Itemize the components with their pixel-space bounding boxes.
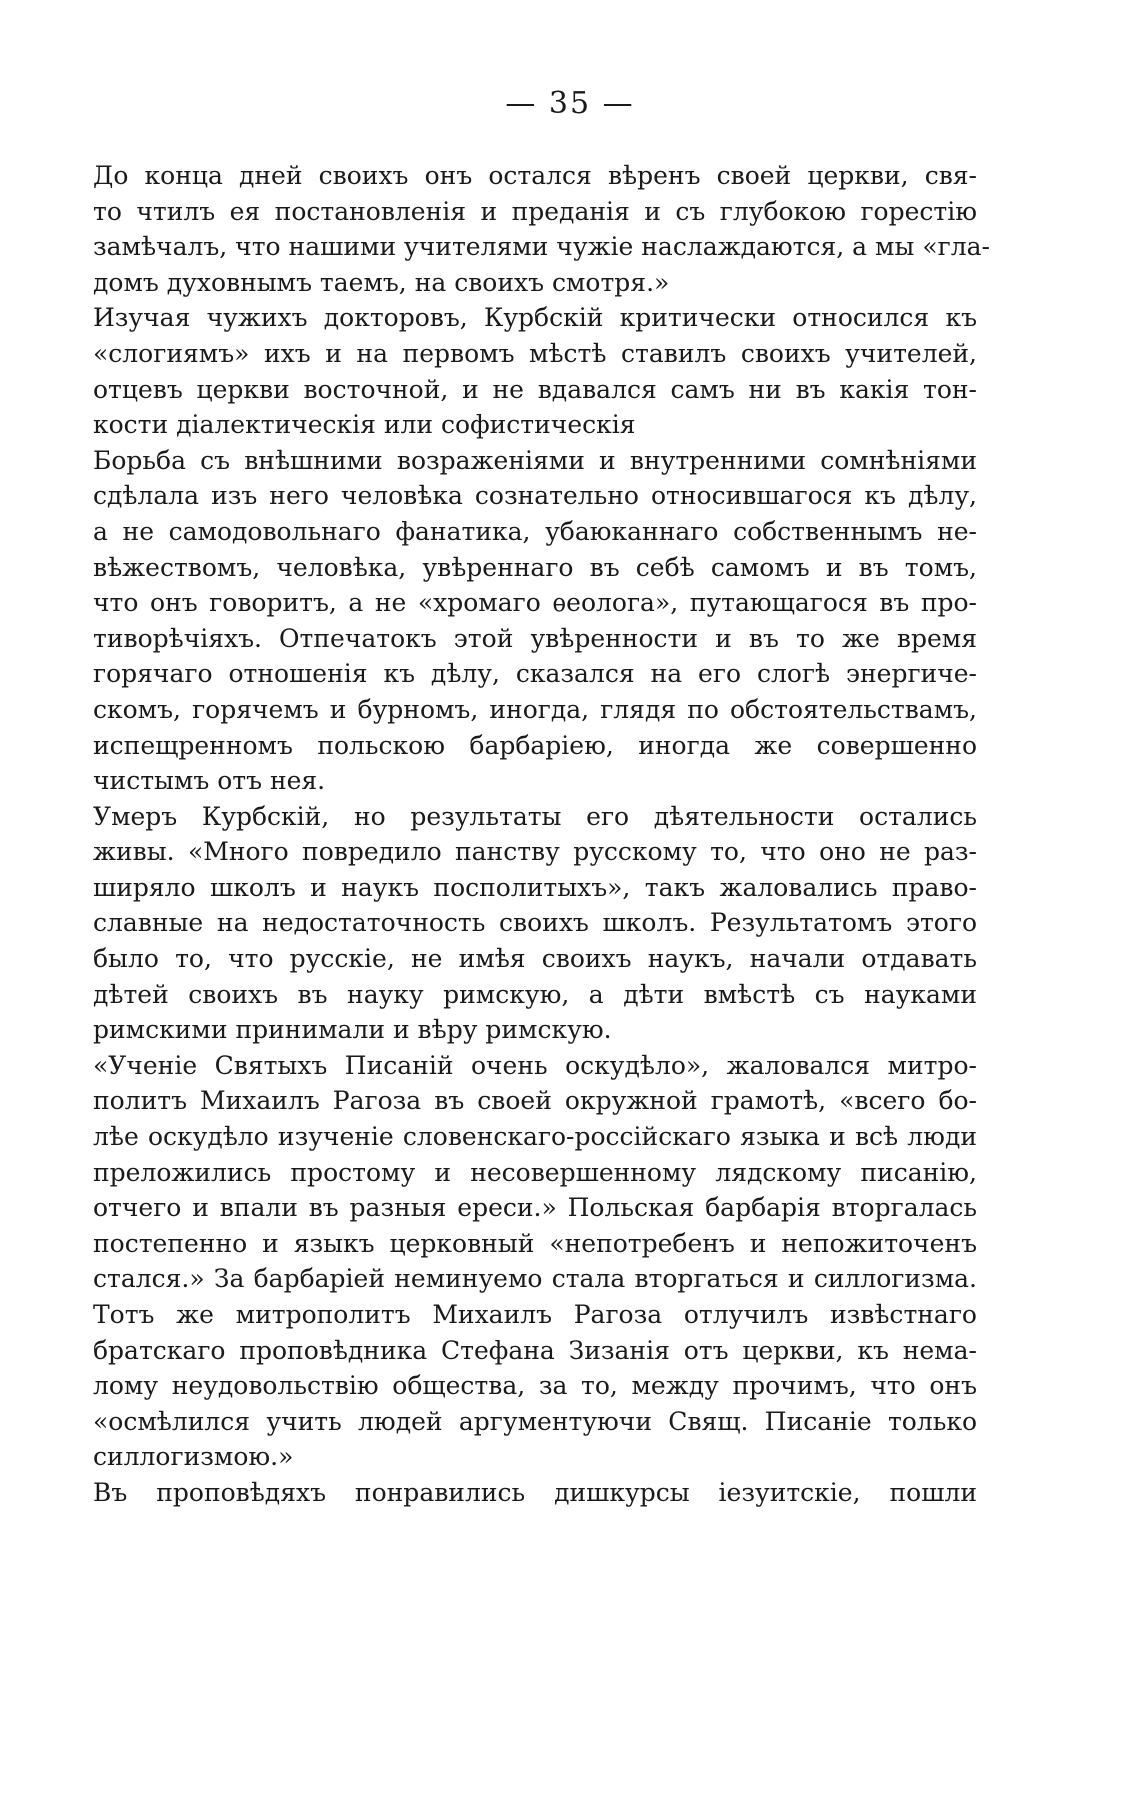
text-line: постепенно и языкъ церковный «непотребенъ и непожиточенъ	[93, 1228, 977, 1258]
text-line: скомъ, горячемъ и бурномъ, иногда, глядя по обстоятельствамъ,	[93, 694, 977, 724]
text-line: Изучая чужихъ докторовъ, Курбскій критически относился къ	[93, 303, 977, 333]
text-line: отчего и впали въ разныя ереси.» Польская барбарія вторгалась	[93, 1193, 977, 1223]
text-line: живы. «Много повредило панству русскому то, что оно не раз-	[93, 837, 977, 867]
text-line: «осмѣлился учить людей аргументуючи Свящ. Писаніе только	[93, 1406, 977, 1436]
text-line: Въ проповѣдяхъ понравились дишкурсы іезуитскіе, пошли	[93, 1477, 977, 1507]
text-line: лому неудовольствію общества, за то, между прочимъ, что онъ	[93, 1371, 977, 1401]
text-line: замѣчалъ, что нашими учителями чужіе наслаждаются, а мы «гла-	[93, 232, 990, 262]
text-line: испещренномъ польскою барбаріею, иногда же совершенно	[93, 730, 977, 760]
text-line: было то, что русскіе, не имѣя своихъ наукъ, начали отдавать	[93, 944, 977, 974]
text-line: лѣе оскудѣло изученіе словенскаго-россійскаго языка и всѣ люди	[93, 1122, 977, 1152]
text-line: славные на недостаточность своихъ школъ. Результатомъ этого	[93, 908, 977, 938]
text-line: домъ духовнымъ таемъ, на своихъ смотря.»	[93, 267, 670, 297]
body-text	[93, 158, 990, 1511]
text-line: Борьба съ внѣшними возраженіями и внутренними сомнѣніями	[93, 445, 977, 475]
text-line: Тотъ же митрополитъ Михаилъ Рагоза отлучилъ извѣстнаго	[93, 1300, 977, 1329]
page-number: — 35 —	[505, 86, 635, 121]
text-line: политъ Михаилъ Рагоза въ своей окружной грамотѣ, «всего бо-	[93, 1086, 977, 1116]
text-line: дѣтей своихъ въ науку римскую, а дѣти вмѣстѣ съ науками	[93, 979, 977, 1009]
text-line: «слогиямъ» ихъ и на первомъ мѣстѣ ставилъ своихъ учителей,	[93, 338, 977, 368]
text-line: сдѣлала изъ него человѣка сознательно относившагося къ дѣлу,	[93, 481, 977, 511]
text-line: До конца дней своихъ онъ остался вѣренъ своей церкви, свя-	[93, 161, 977, 190]
text-line: «Ученіе Святыхъ Писаній очень оскудѣло», жаловался митро-	[93, 1050, 977, 1080]
text-line: Умеръ Курбскій, но результаты его дѣятельности остались	[93, 801, 977, 831]
text-line: римскими принимали и вѣру римскую.	[93, 1015, 612, 1045]
text-line: стался.» За барбаріей неминуемо стала вторгаться и силлогизма.	[93, 1264, 977, 1294]
text-line: что онъ говоритъ, а не «хромаго ѳеолога», путающагося въ про-	[93, 588, 977, 618]
text-line: то чтилъ ея постановленія и преданія и съ глубокою горестію	[93, 196, 977, 226]
text-line: преложились простому и несовершенному лядскому писанію,	[93, 1157, 977, 1187]
text-line: силлогизмою.»	[93, 1442, 294, 1472]
text-line: тиворѣчіяхъ. Отпечатокъ этой увѣренности и въ то же время	[93, 623, 977, 653]
text-line: братскаго проповѣдника Стефана Зизанія отъ церкви, къ нема-	[93, 1335, 977, 1365]
text-line: горячаго отношенія къ дѣлу, сказался на его слогѣ энергиче-	[93, 659, 977, 689]
text-line: отцевъ церкви восточной, и не вдавался самъ ни въ какія тон-	[93, 374, 977, 404]
text-line: чистымъ отъ нея.	[93, 766, 326, 796]
text-line: ширяло школъ и наукъ посполитыхъ», такъ жаловались право-	[93, 872, 977, 902]
text-line: вѣжествомъ, человѣка, увѣреннаго въ себѣ самомъ и въ томъ,	[93, 552, 977, 582]
text-line: кости діалектическія или софистическія	[93, 410, 636, 440]
text-line: а не самодовольнаго фанатика, убаюканнаго собственнымъ не-	[93, 516, 977, 546]
